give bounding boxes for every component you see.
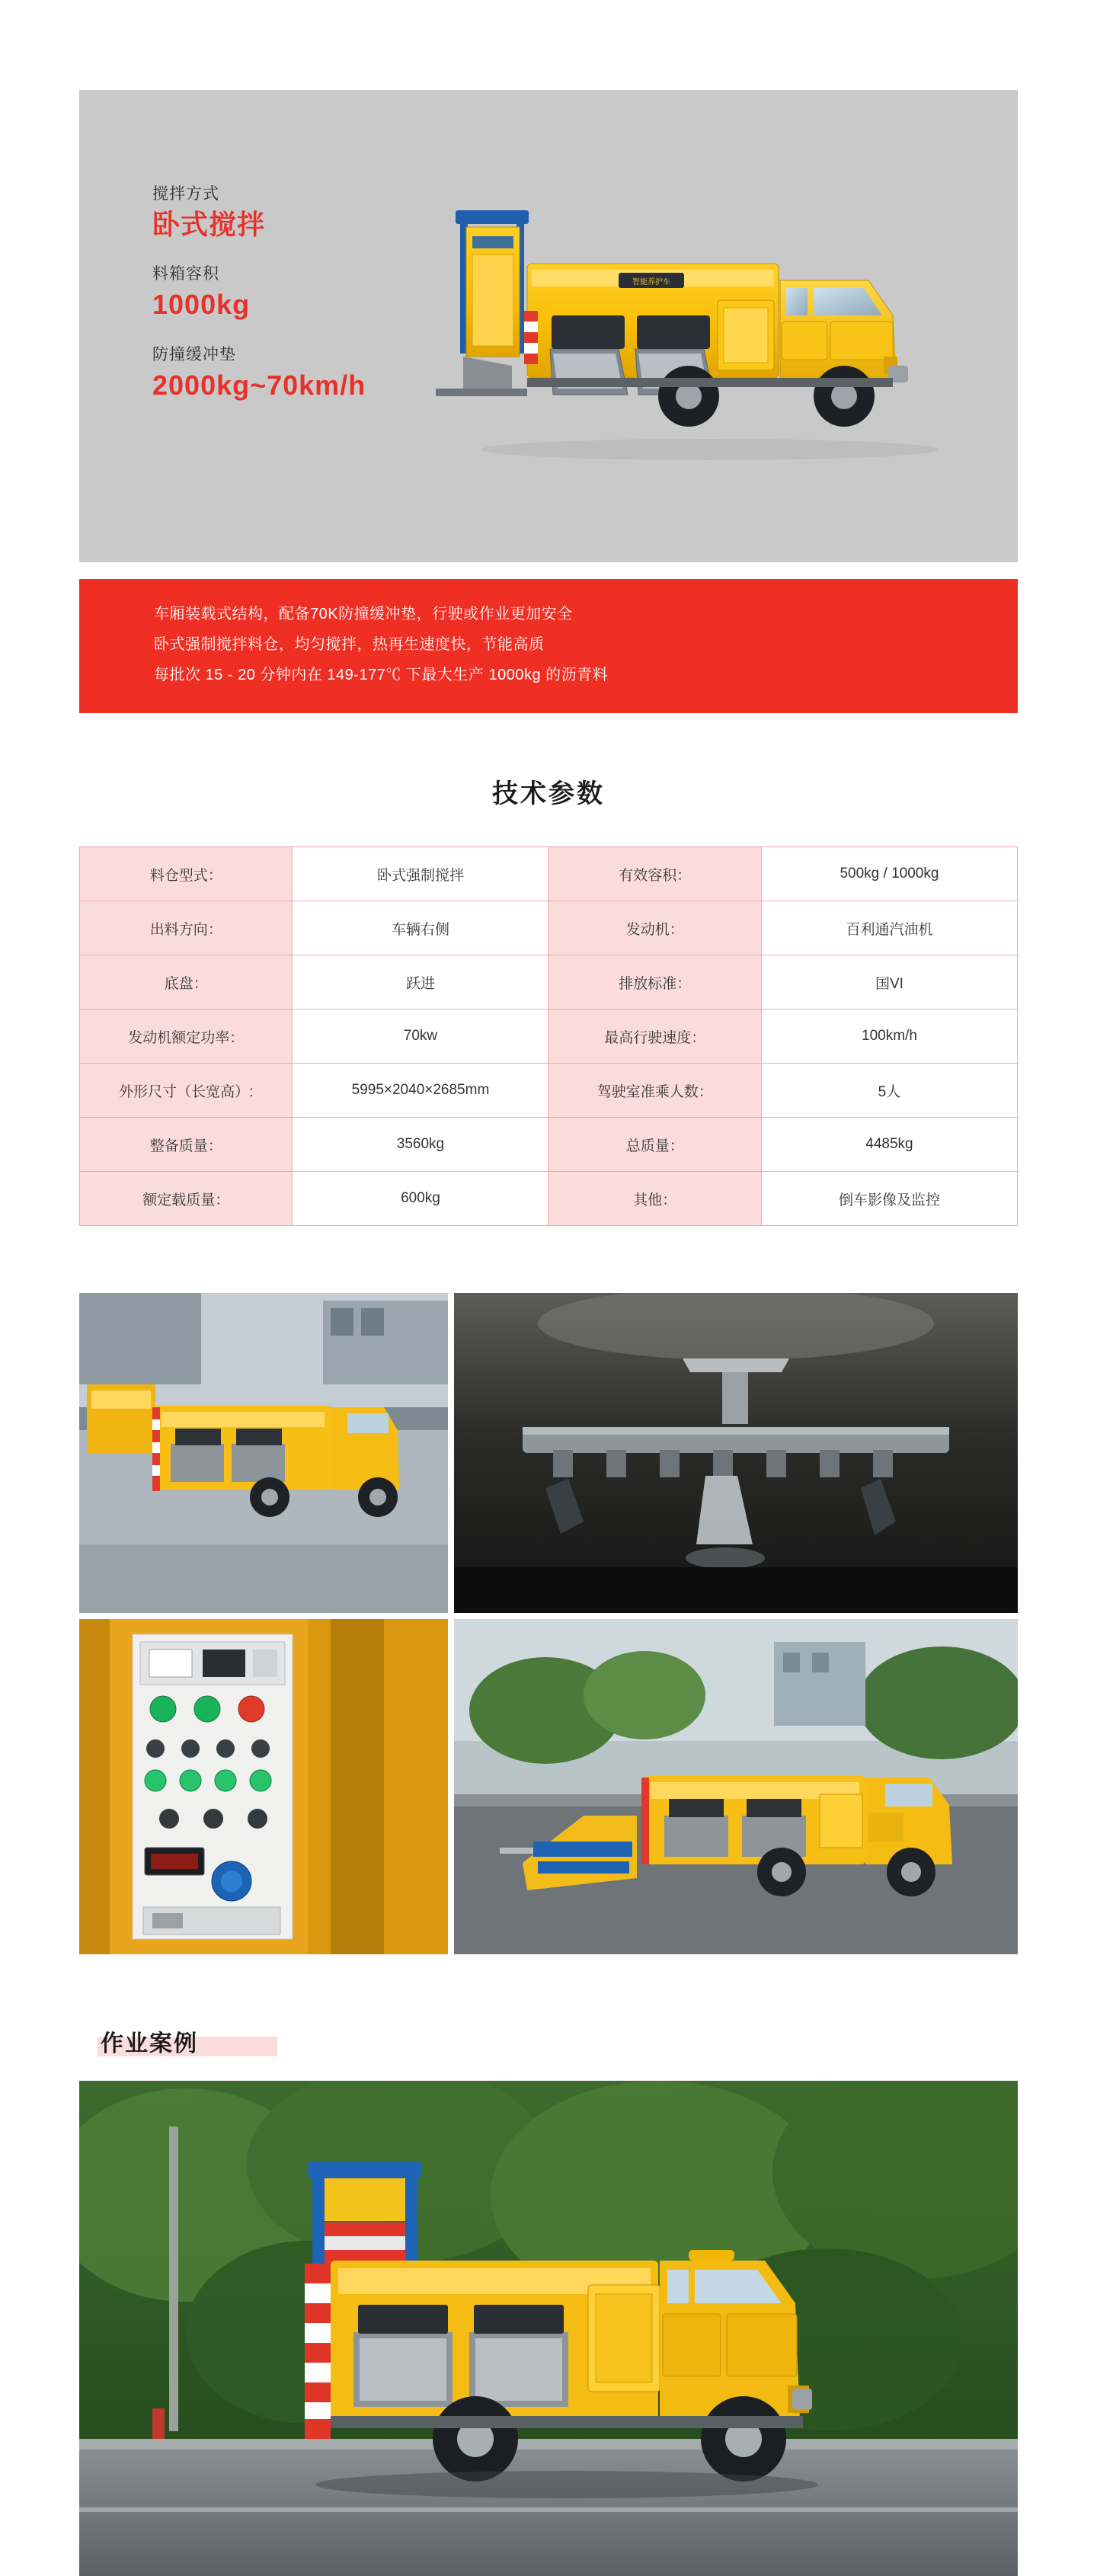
table-row bbox=[80, 1010, 1018, 1064]
table-cell-key: 最高行驶速度： bbox=[548, 1010, 761, 1064]
hero-spec-value: 2000kg~70km/h bbox=[152, 369, 366, 401]
feature-banner-line: 卧式强制搅拌料仓，均匀搅拌，热再生速度快，节能高质 bbox=[154, 636, 545, 653]
feature-banner bbox=[79, 579, 1018, 713]
case-section-header bbox=[79, 2024, 1018, 2064]
table-cell-value: 跃进 bbox=[293, 955, 548, 1010]
table-cell-value: 3560kg bbox=[293, 1118, 548, 1172]
svg-text:智能养护车: 智能养护车 bbox=[632, 278, 670, 286]
feature-banner-line: 车厢装载式结构，配备70K防撞缓冲垫，行驶或作业更加安全 bbox=[154, 606, 573, 622]
hero-spec-value: 1000kg bbox=[152, 289, 251, 321]
table-cell-key: 出料方向： bbox=[80, 901, 293, 955]
table-cell-key: 排放标准： bbox=[548, 955, 761, 1010]
table-row bbox=[80, 901, 1018, 955]
table-cell-value: 500kg / 1000kg bbox=[761, 847, 1017, 901]
hero-spec-label: 搅拌方式 bbox=[152, 185, 219, 203]
table-cell-value: 车辆右侧 bbox=[293, 901, 548, 955]
table-row bbox=[80, 1118, 1018, 1172]
hero-spec-label: 防撞缓冲垫 bbox=[152, 345, 236, 363]
table-cell-key: 整备质量： bbox=[80, 1118, 293, 1172]
table-row bbox=[80, 847, 1018, 901]
table-cell-key: 其他： bbox=[548, 1172, 761, 1226]
table-row bbox=[80, 1172, 1018, 1226]
table-row bbox=[80, 1064, 1018, 1118]
table-cell-key: 有效容积： bbox=[548, 847, 761, 901]
table-cell-value: 4485kg bbox=[761, 1118, 1017, 1172]
case-section-title: 作业案例 bbox=[101, 2031, 198, 2056]
table-cell-value: 600kg bbox=[293, 1172, 548, 1226]
feature-banner-line: 每批次 15 - 20 分钟内在 149-177℃ 下最大生产 1000kg 的沥青料 bbox=[154, 667, 609, 683]
hero-truck-image bbox=[390, 166, 992, 494]
gallery-photo-truck-rear bbox=[79, 1293, 448, 1613]
table-cell-key: 额定载质量： bbox=[80, 1172, 293, 1226]
gallery-photo-mixer-interior bbox=[454, 1293, 1018, 1613]
table-cell-value: 国VI bbox=[761, 955, 1017, 1010]
table-row bbox=[80, 955, 1018, 1010]
table-cell-key: 驾驶室准乘人数： bbox=[548, 1064, 761, 1118]
table-cell-value: 100km/h bbox=[761, 1010, 1017, 1064]
table-cell-value: 5995×2040×2685mm bbox=[293, 1064, 548, 1118]
gallery-photo-control-panel bbox=[79, 1619, 448, 1954]
table-cell-value: 百利通汽油机 bbox=[761, 901, 1017, 955]
hero-spec-value: 卧式搅拌 bbox=[152, 209, 266, 240]
gallery-photo-truck-onsite bbox=[454, 1619, 1018, 1954]
table-cell-key: 发动机： bbox=[548, 901, 761, 955]
table-cell-value: 卧式强制搅拌 bbox=[293, 847, 548, 901]
product-gallery bbox=[79, 1293, 1018, 1954]
table-cell-key: 料仓型式： bbox=[80, 847, 293, 901]
case-photo bbox=[79, 2081, 1018, 2576]
hero-banner bbox=[79, 90, 1018, 562]
tech-params-title: 技术参数 bbox=[492, 779, 605, 808]
table-cell-key: 总质量： bbox=[548, 1118, 761, 1172]
table-cell-key: 底盘： bbox=[80, 955, 293, 1010]
table-cell-key: 发动机额定功率： bbox=[80, 1010, 293, 1064]
table-cell-value: 70kw bbox=[293, 1010, 548, 1064]
table-cell-key: 外形尺寸（长宽高）: bbox=[80, 1064, 293, 1118]
table-cell-value: 5人 bbox=[761, 1064, 1017, 1118]
hero-spec-label: 料箱容积 bbox=[152, 265, 219, 283]
tech-params-table bbox=[79, 846, 1018, 1226]
table-cell-value: 倒车影像及监控 bbox=[761, 1172, 1017, 1226]
